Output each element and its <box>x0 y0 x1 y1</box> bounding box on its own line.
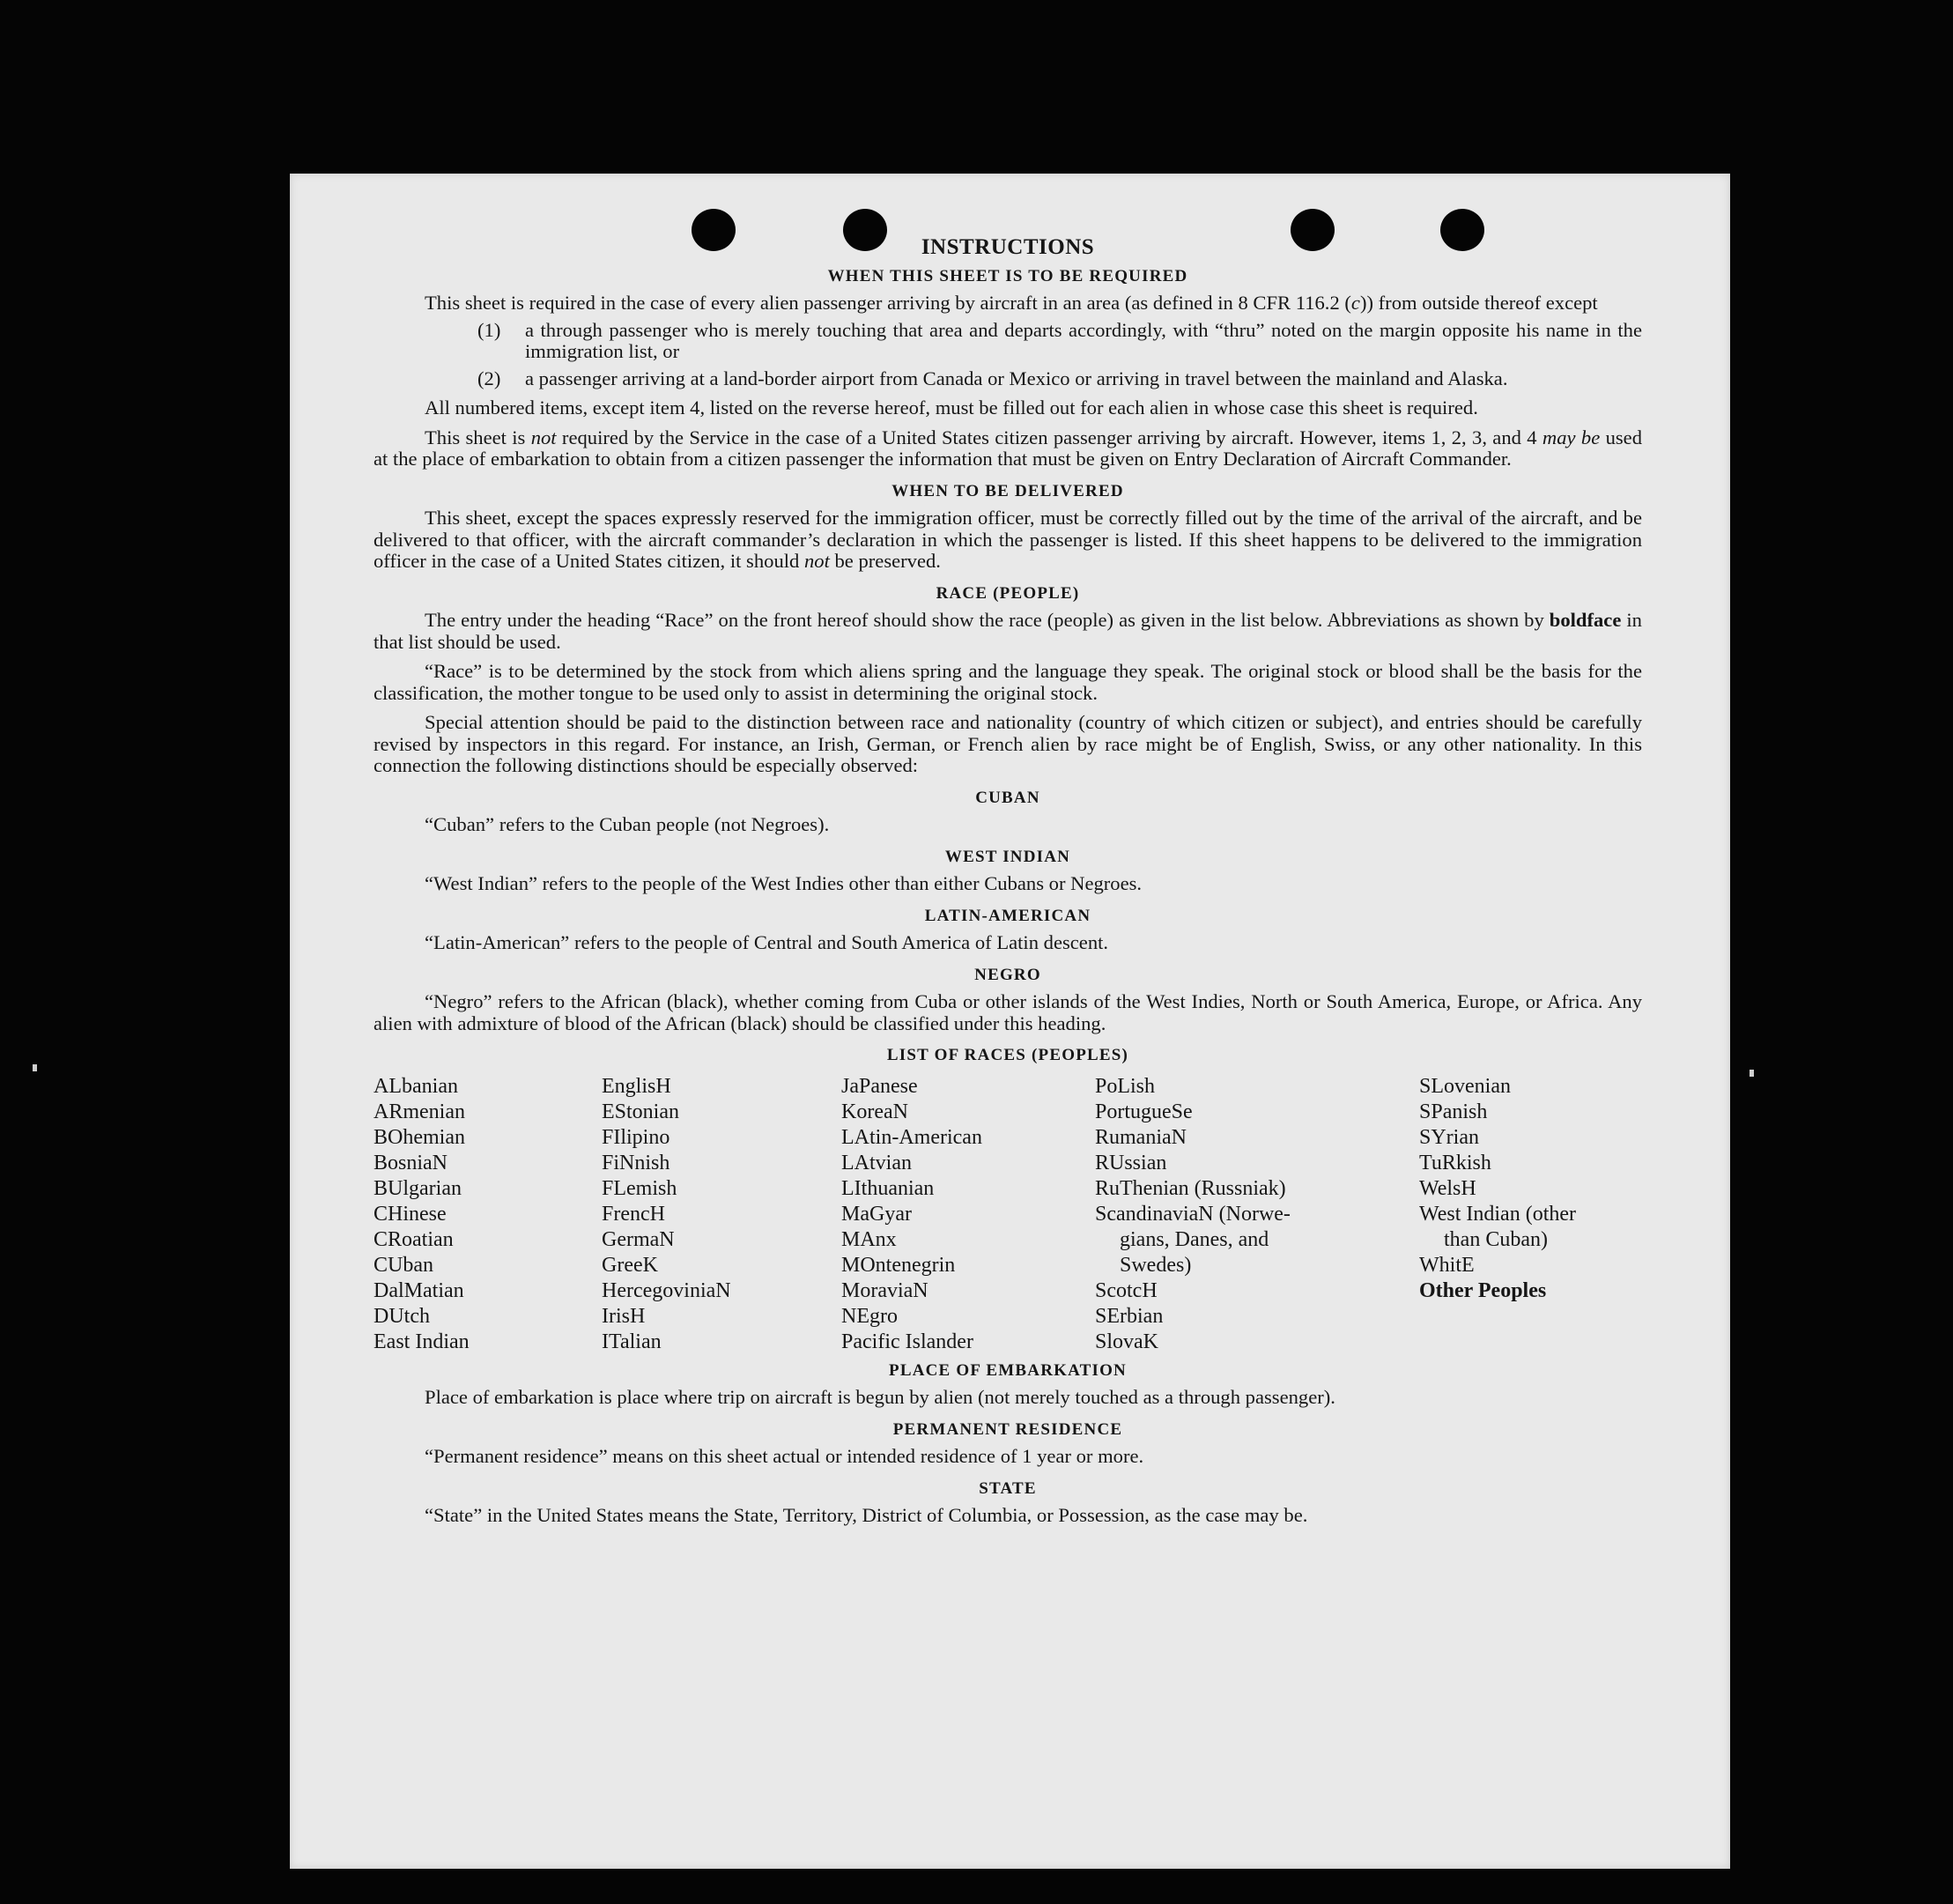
race-entry: EStonian <box>602 1100 679 1123</box>
race-entry: ScotcH <box>1095 1278 1158 1302</box>
race-entry: JaPanese <box>841 1074 918 1098</box>
race-entry: TuRkish <box>1419 1151 1491 1174</box>
race-entry: SlovaK <box>1095 1330 1158 1353</box>
section-heading: CUBAN <box>975 788 1040 807</box>
section-heading: WEST INDIAN <box>944 847 1071 866</box>
race-entry: FLemish <box>602 1176 677 1200</box>
race-entry: NEgro <box>841 1304 898 1328</box>
race-entry: PoLish <box>1095 1074 1156 1098</box>
race-entry: ScandinaviaN (Norwe- <box>1095 1202 1291 1226</box>
text-run: )) from outside thereof except <box>1359 292 1598 314</box>
race-entry: WhitE <box>1419 1253 1475 1277</box>
document-body <box>374 237 1642 1527</box>
race-entry: GreeK <box>602 1253 658 1277</box>
race-entry: MOntenegrin <box>841 1253 956 1277</box>
race-entry <box>1419 1304 1642 1330</box>
list-item <box>477 368 1642 390</box>
race-list <box>374 1074 1642 1355</box>
race-entry: BUlgarian <box>374 1176 462 1200</box>
race-entry: GermaN <box>602 1227 675 1251</box>
text-run: c <box>1350 292 1360 314</box>
item-text: a through passenger who is merely touching that area and departs accordingly, with “thru” noted on the margin opposite his name in the immigration list, or <box>525 318 1642 362</box>
race-entry: LIthuanian <box>841 1176 935 1200</box>
text-run: This sheet is <box>425 426 531 448</box>
item-text: a passenger arriving at a land-border airport from Canada or Mexico or arriving in travel between the mainland and Alaska. <box>525 367 1508 389</box>
race-entry: FIlipino <box>602 1125 670 1149</box>
page-title: INSTRUCTIONS <box>921 235 1095 259</box>
race-entry: CRoatian <box>374 1227 454 1251</box>
definition: “West Indian” refers to the people of the West Indies other than either Cubans or Negroes. <box>425 872 1143 894</box>
text-run: The entry under the heading “Race” on the front hereof should show the race (people) as given in the list below. Abbreviations as shown by <box>425 609 1550 631</box>
definition: “Latin-American” refers to the people of Central and South America of Latin descent. <box>425 931 1109 953</box>
definition: “Permanent residence” means on this sheet actual or intended residence of 1 year or more. <box>425 1445 1144 1467</box>
race-entry: SErbian <box>1095 1304 1164 1328</box>
race-entry: East Indian <box>374 1330 470 1353</box>
section-heading: WHEN THIS SHEET IS TO BE REQUIRED <box>827 266 1188 285</box>
race-entry: LAtin-American <box>841 1125 982 1149</box>
section-heading: PERMANENT RESIDENCE <box>892 1419 1123 1439</box>
text-run: not <box>530 426 557 448</box>
section-heading: LIST OF RACES (PEOPLES) <box>886 1046 1129 1064</box>
race-entry: HercegoviniaN <box>602 1278 731 1302</box>
race-entry: Pacific Islander <box>841 1330 973 1353</box>
race-entry: BOhemian <box>374 1125 465 1149</box>
race-entry: MAnx <box>841 1227 897 1251</box>
race-entry: RumaniaN <box>1095 1125 1187 1149</box>
race-entry: Other Peoples <box>1419 1278 1547 1302</box>
section-heading: NEGRO <box>974 965 1041 984</box>
race-entry <box>1419 1330 1642 1355</box>
race-entry: RuThenian (Russniak) <box>1095 1176 1286 1200</box>
race-entry: FiNnish <box>602 1151 670 1174</box>
text-run: not <box>803 550 830 572</box>
race-entry: PortugueSe <box>1095 1100 1193 1123</box>
paragraph <box>374 293 1642 315</box>
race-entry: ALbanian <box>374 1074 458 1098</box>
race-entry: than Cuban) <box>1444 1227 1548 1251</box>
race-entry: LAtvian <box>841 1151 912 1174</box>
section-heading: WHEN TO BE DELIVERED <box>891 481 1124 500</box>
text-run: used at the place of embarkation to obtain from a citizen passenger the information that must be given on Entry Declaration of Aircraft Commander. <box>374 426 1642 470</box>
text-run: in that list should be used. <box>374 609 1642 653</box>
text-run: may be <box>1542 426 1601 448</box>
paragraph <box>374 427 1642 470</box>
item-number: (2) <box>477 367 501 389</box>
section-heading: STATE <box>979 1478 1037 1498</box>
document-page <box>290 174 1730 1869</box>
paragraph: All numbered items, except item 4, listed on the reverse hereof, must be filled out for each alien in whose case this sheet is required. <box>425 396 1478 419</box>
margin-mark <box>1750 1070 1754 1077</box>
paragraph: Special attention should be paid to the distinction between race and nationality (country of which citizen or subject), and entries should be carefully revised by inspectors in this regard. For instance, an Irish, German, or French alien by race might be of English, Swiss, or any other nationality. In this connection the following distinctions should be especially observed: <box>374 711 1642 776</box>
list-item <box>477 320 1642 363</box>
paragraph: Place of embarkation is place where trip on aircraft is begun by alien (not merely touched as a through passenger). <box>425 1386 1335 1408</box>
race-entry: West Indian (other <box>1419 1202 1577 1226</box>
race-entry: SLovenian <box>1419 1074 1511 1098</box>
race-entry: Swedes) <box>1120 1253 1192 1277</box>
race-entry: ITalian <box>602 1330 662 1353</box>
race-entry: IrisH <box>602 1304 646 1328</box>
race-entry: WelsH <box>1419 1176 1476 1200</box>
paragraph: “State” in the United States means the State, Territory, District of Columbia, or Possession, as the case may be. <box>425 1504 1308 1526</box>
section-heading: LATIN-AMERICAN <box>924 906 1091 925</box>
race-entry: gians, Danes, and <box>1120 1227 1269 1251</box>
race-entry: DUtch <box>374 1304 430 1328</box>
item-number: (1) <box>477 318 501 341</box>
text-run: boldface <box>1549 609 1622 631</box>
margin-mark <box>33 1064 37 1071</box>
race-entry: CHinese <box>374 1202 447 1226</box>
race-entry: MaGyar <box>841 1202 912 1226</box>
race-entry: BosniaN <box>374 1151 448 1174</box>
section-heading: PLACE OF EMBARKATION <box>889 1360 1127 1380</box>
text-run: required by the Service in the case of a United States citizen passenger arriving by aircraft. However, items 1, 2, 3, and 4 <box>556 426 1542 448</box>
paragraph <box>374 507 1642 573</box>
race-entry: SYrian <box>1419 1125 1479 1149</box>
race-entry: RUssian <box>1095 1151 1167 1174</box>
text-run: This sheet, except the spaces expressly reserved for the immigration officer, must be correctly filled out by the time of the arrival of the aircraft, and be delivered to that officer, with the aircraft commander’s declaration in which the passenger is listed. If this sheet happens to be delivered to the immigration officer in the case of a United States citizen, it should <box>374 507 1642 572</box>
race-entry: DalMatian <box>374 1278 464 1302</box>
definition: “Cuban” refers to the Cuban people (not Negroes). <box>425 813 830 835</box>
race-entry: CUban <box>374 1253 433 1277</box>
text-run: This sheet is required in the case of every alien passenger arriving by aircraft in an area (as defined in 8 CFR 116.2 ( <box>425 292 1351 314</box>
race-entry: SPanish <box>1419 1100 1488 1123</box>
race-entry: MoraviaN <box>841 1278 928 1302</box>
paragraph: “Negro” refers to the African (black), whether coming from Cuba or other islands of the West Indies, North or South America, Europe, or Africa. Any alien with admixture of blood of the African (black) should be classified under this heading. <box>374 990 1642 1034</box>
section-heading: RACE (PEOPLE) <box>936 583 1080 603</box>
race-entry: FrencH <box>602 1202 665 1226</box>
paragraph: “Race” is to be determined by the stock from which aliens spring and the language they speak. The original stock or blood shall be the basis for the classification, the mother tongue to be used only to assist in determining the original stock. <box>374 660 1642 704</box>
paragraph <box>374 610 1642 653</box>
text-run: be preserved. <box>829 550 941 572</box>
race-entry: EnglisH <box>602 1074 671 1098</box>
race-entry: ARmenian <box>374 1100 465 1123</box>
race-entry: KoreaN <box>841 1100 908 1123</box>
